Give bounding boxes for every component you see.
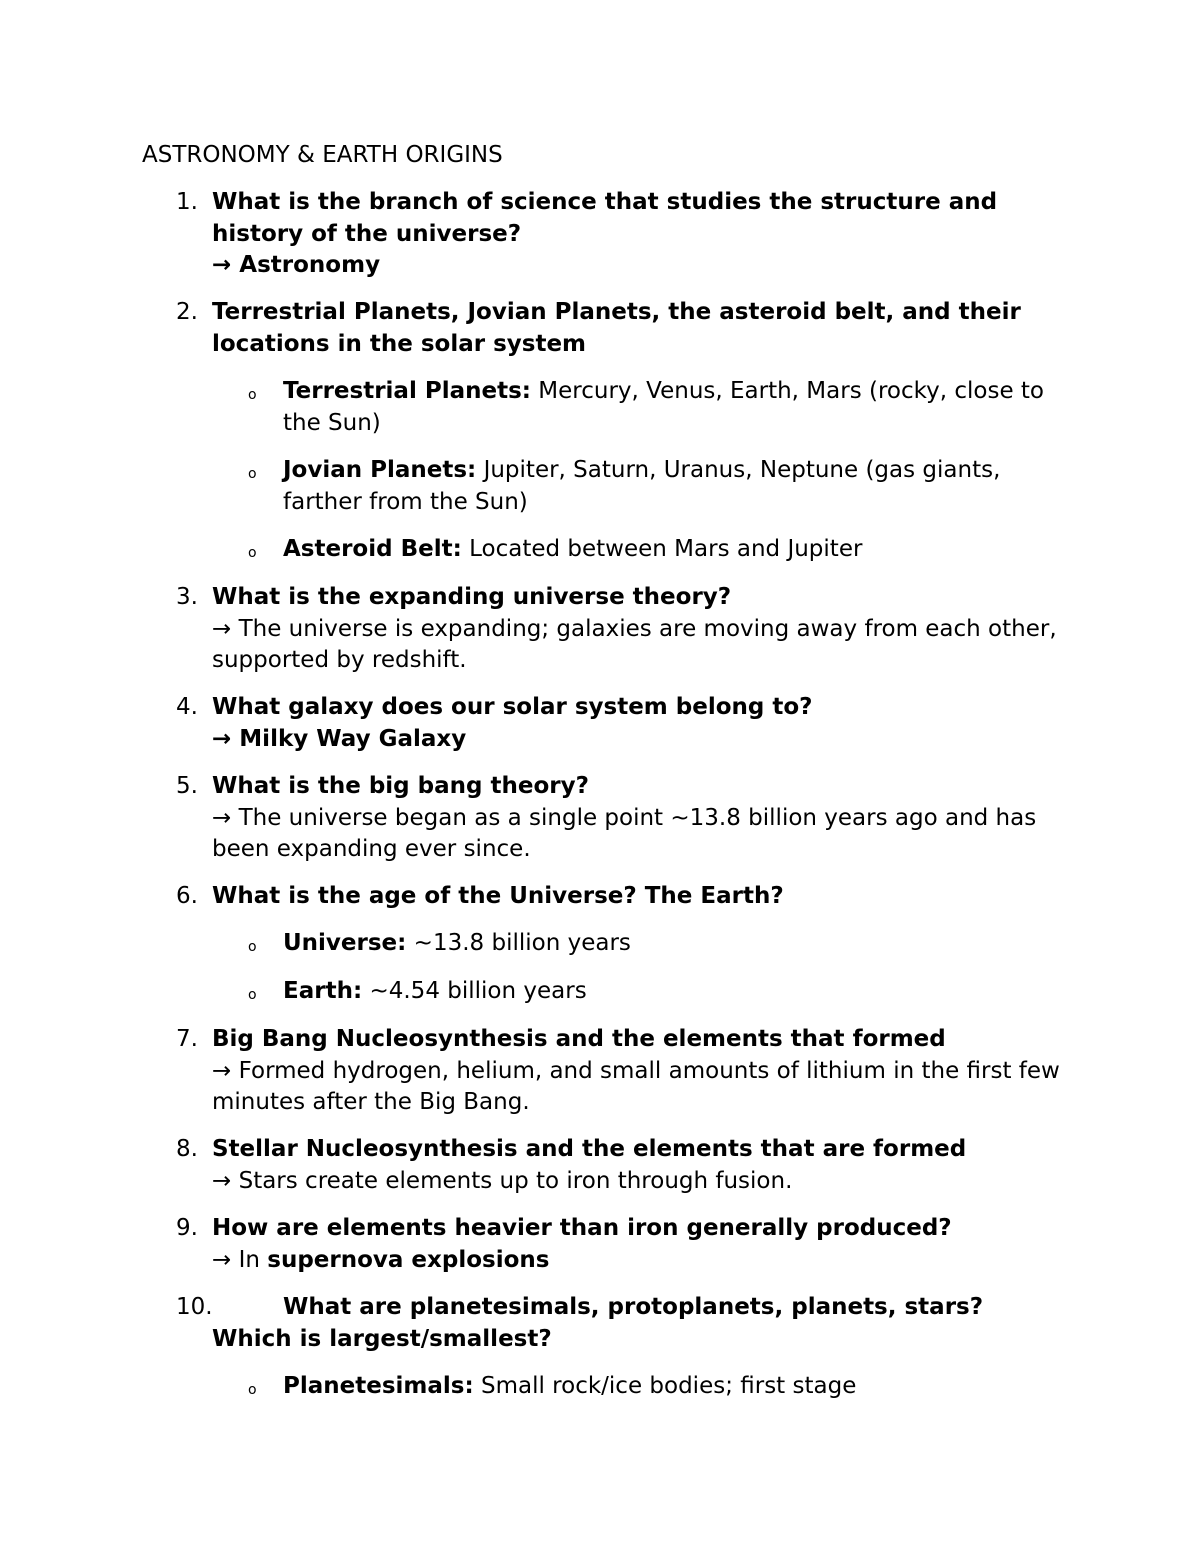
question-number: 5. [176,773,198,799]
question-text: What is the age of the Universe? The Earth? [212,883,784,909]
question-text: How are elements heavier than iron generally produced? [212,1215,952,1241]
arrow-icon: → [212,1246,232,1273]
page-title: ASTRONOMY & EARTH ORIGINS [142,142,503,168]
bullet-icon: o [248,1382,257,1398]
question-number: 2. [176,299,198,325]
arrow-icon: → [212,1167,232,1194]
bullet-icon: o [248,987,257,1003]
bullet-icon: o [248,387,257,403]
question-number: 1. [176,189,198,215]
question-text: What is the branch of science that studies the structure and history of the universe? [212,189,998,247]
question-text: What is the expanding universe theory? [212,584,732,610]
question-number: 9. [176,1215,198,1241]
question-number: 7. [176,1026,198,1052]
question-text: What is the big bang theory? [212,773,589,799]
question-text: What galaxy does our solar system belong to? [212,694,813,720]
question-text: Big Bang Nucleosynthesis and the elements that formed [212,1026,946,1052]
question-text: Terrestrial Planets, Jovian Planets, the asteroid belt, and their locations in the solar system [212,299,1021,357]
question-text: What are planetesimals, protoplanets, planets, stars? [283,1294,984,1320]
question-number: 10. [176,1294,213,1320]
arrow-icon: → [212,804,232,831]
answer: → Astronomy [212,252,381,278]
bullet-icon: o [248,466,257,482]
answer: → Milky Way Galaxy [212,725,467,752]
question-text: Stellar Nucleosynthesis and the elements that are formed [212,1136,967,1162]
question-number: 4. [176,694,198,720]
bullet-icon: o [248,545,257,561]
arrow-icon: → [212,615,232,642]
arrow-icon: → [212,252,232,278]
answer: → In supernova explosions [212,1246,550,1273]
answer: → Stars create elements up to iron through fusion. [212,1167,793,1194]
question-number: 8. [176,1136,198,1162]
answer: → The universe is expanding; galaxies are moving away from each other, supported by redshift. [212,615,1057,673]
question-number: 6. [176,883,198,909]
answer: → The universe began as a single point ~13.8 billion years ago and has been expanding ever since. [212,804,1037,862]
answer: → Formed hydrogen, helium, and small amounts of lithium in the first few minutes after the Big Bang. [212,1057,1060,1115]
bullet-icon: o [248,939,257,955]
document-page: ASTRONOMY & EARTH ORIGINS 1. What is the branch of science that studies the structure and history of the universe? → Astronomy 2. Terrestrial Planets, Jovian Planets, the asteroid belt, and their locations in the solar system o Terrestrial Planets: Mercury, Venus, Earth, Mars (rocky, close to the Sun) o Jovian Planets: Jupiter, Saturn, Uranus, Neptune (gas giants, farther from the Sun) o Asteroid Belt: Located between Mars and Jupiter 3. What is the expanding universe theory? → The universe is expanding; galaxies are moving away from each other, supported by redshift. 4. What galaxy does our solar system belong to? → Milky Way Galaxy 5. What is the big bang theory? → The universe began as a single point ~13.8 billion years ago and has been expanding ever since. 6. What is the age of the Universe? The Earth? o Universe: ~13.8 billion years o Earth: ~4.54 billion years 7. Big Bang Nucleosynthesis and the elements that formed → Formed hydrogen, helium, and small amounts of lithium in the first few minutes after the Big Bang. 8. Stellar Nucleosynthesis and the elements that are formed → Stars create elements up to iron through fusion. 9. How are elements heavier than iron generally produced? → In supernova explosions 10. What are planetesimals, protoplanets, planets, stars? Which is largest/smallest? o Planetesimals: Small rock/ice bodies; first stage [0,0,1200,1553]
question-number: 3. [176,584,198,610]
question-text-continued: Which is largest/smallest? [212,1325,552,1352]
arrow-icon: → [212,1057,232,1084]
arrow-icon: → [212,725,232,752]
